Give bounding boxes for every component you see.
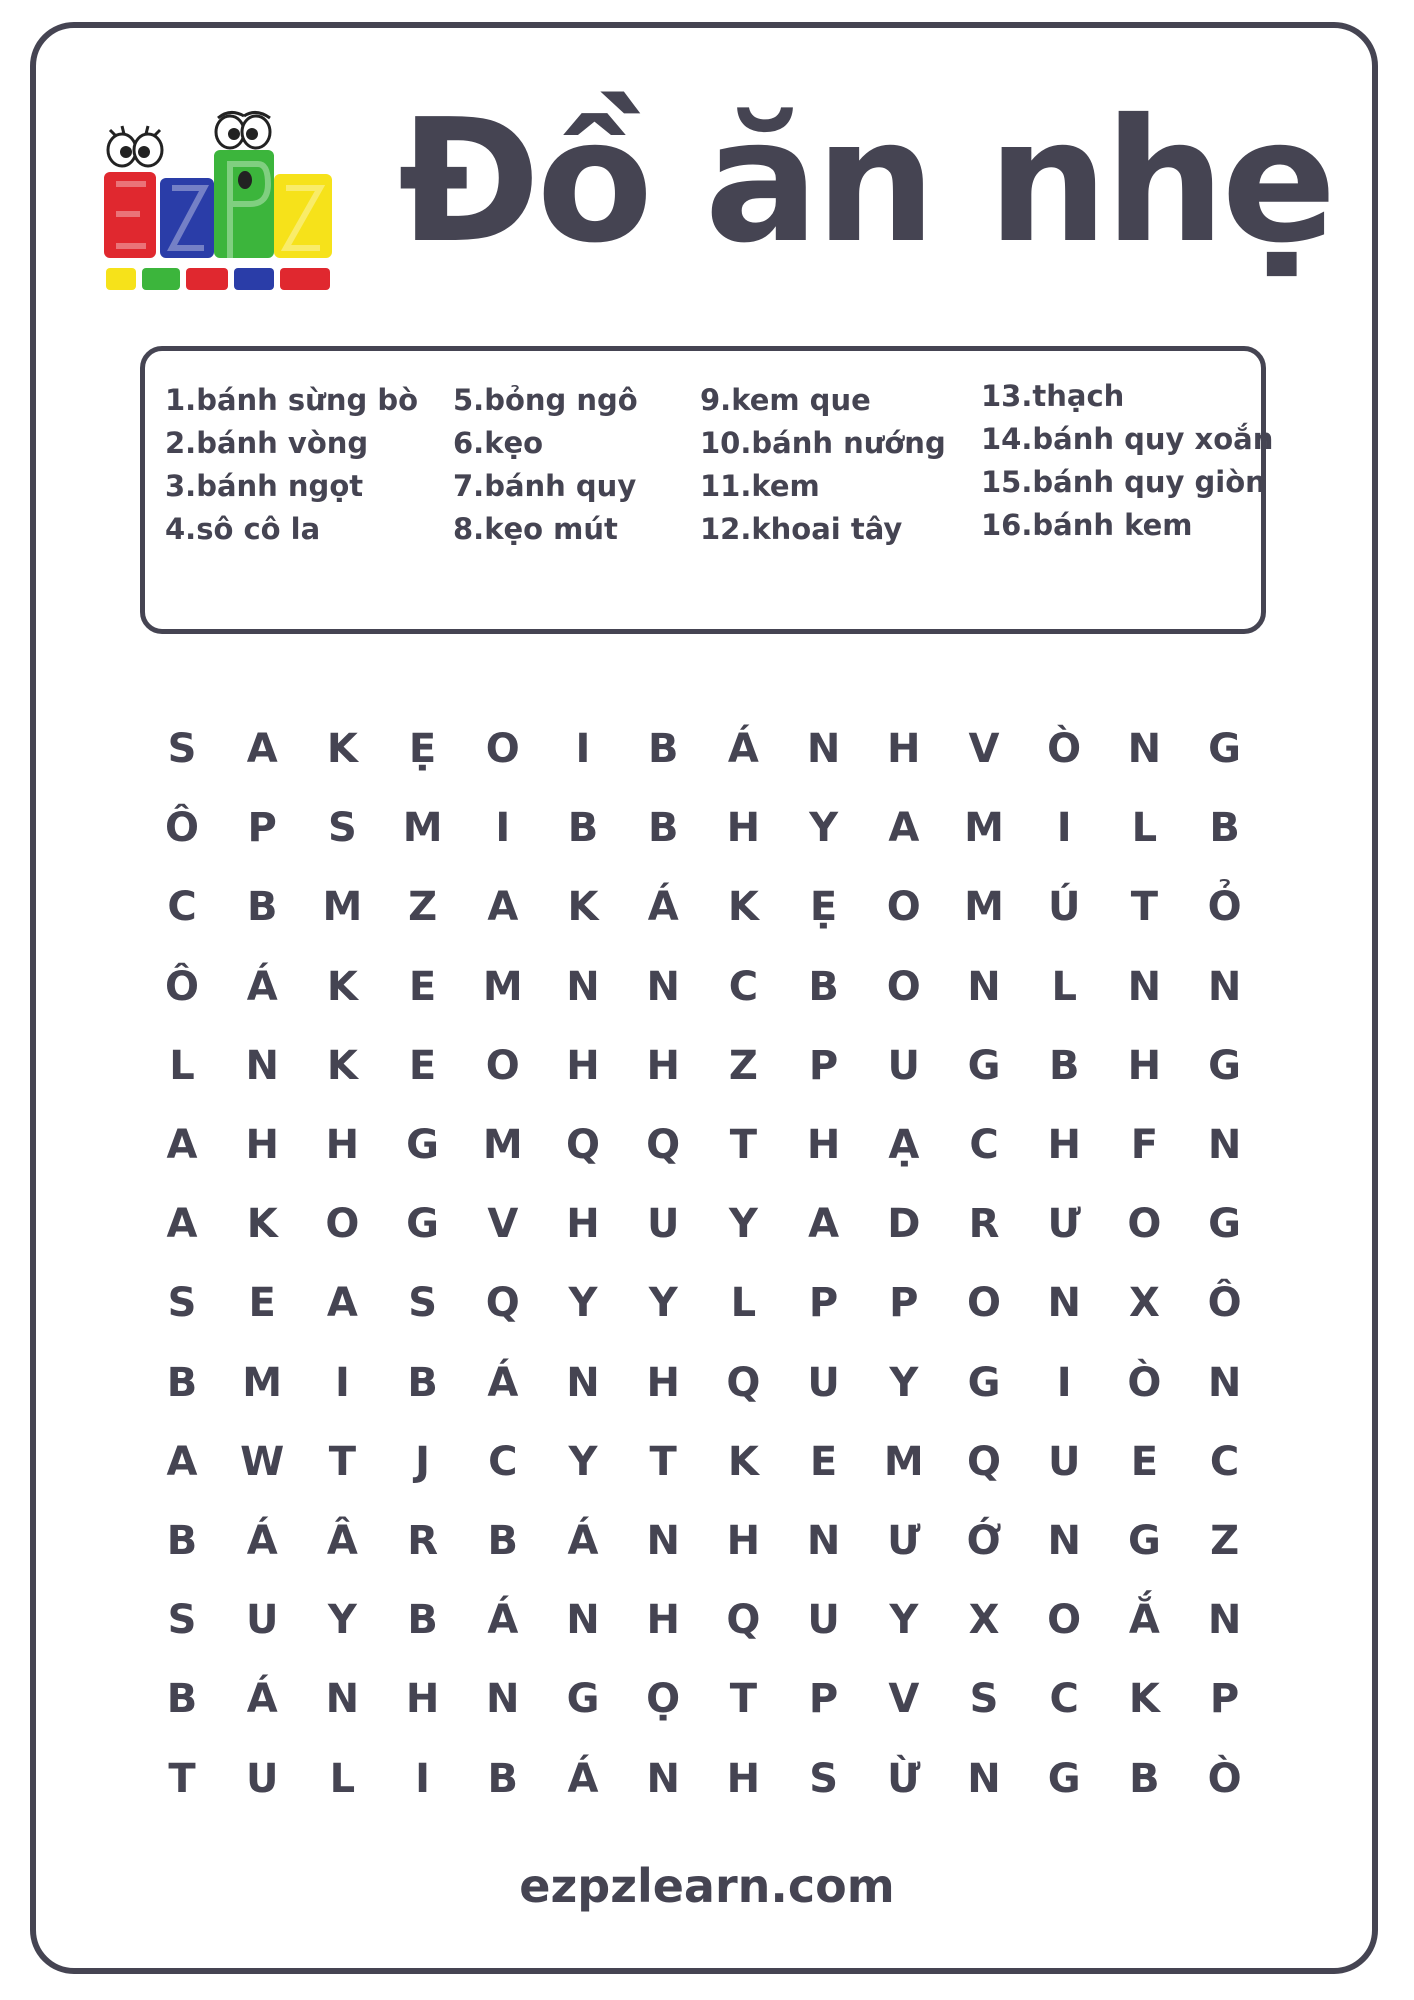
word-column-1 xyxy=(165,379,418,551)
grid-cell[interactable]: T xyxy=(1130,884,1159,931)
grid-cell[interactable]: A xyxy=(326,1280,358,1327)
word-column-4 xyxy=(981,375,1273,547)
grid-cell[interactable]: E xyxy=(809,1438,838,1485)
grid-cell[interactable]: O xyxy=(886,963,921,1010)
grid-cell[interactable]: K xyxy=(326,963,358,1010)
word-item: 5.bỏng ngô xyxy=(453,383,638,417)
grid-cell[interactable]: N xyxy=(245,1042,279,1089)
grid-cell[interactable]: N xyxy=(806,1518,841,1564)
grid-cell[interactable]: C xyxy=(1049,1676,1079,1723)
grid-cell[interactable]: Ớ xyxy=(966,1518,1002,1564)
word-column-3 xyxy=(700,379,946,551)
grid-cell[interactable]: R xyxy=(407,1518,438,1564)
grid-cell[interactable]: B xyxy=(407,1597,438,1644)
grid-cell[interactable]: H xyxy=(566,1042,600,1089)
grid-cell[interactable]: B xyxy=(166,1359,198,1406)
word-item: 16.bánh kem xyxy=(981,508,1193,542)
grid-cell[interactable]: X xyxy=(968,1597,1000,1644)
grid-cell[interactable]: Q xyxy=(565,1122,600,1168)
grid-cell[interactable]: N xyxy=(967,963,1001,1010)
grid-cell[interactable]: U xyxy=(807,1359,840,1406)
grid-cell[interactable]: N xyxy=(806,726,841,772)
grid-cell[interactable]: H xyxy=(646,1597,680,1644)
grid-cell[interactable]: B xyxy=(808,963,839,1010)
grid-cell[interactable]: S xyxy=(167,1280,197,1327)
grid-cell[interactable]: O xyxy=(1127,1201,1162,1248)
grid-cell[interactable]: B xyxy=(487,1755,519,1802)
grid-cell[interactable]: Q xyxy=(966,1438,1001,1485)
logo-learn-letters xyxy=(106,268,330,290)
grid-cell[interactable]: T xyxy=(168,1755,196,1802)
grid-cell[interactable]: Ú xyxy=(1047,884,1081,931)
word-item: 15.bánh quy giòn xyxy=(981,465,1266,499)
grid-cell[interactable]: N xyxy=(1127,726,1162,772)
grid-cell[interactable]: S xyxy=(167,1597,197,1644)
grid-cell[interactable]: V xyxy=(487,1201,519,1248)
grid-cell[interactable]: N xyxy=(566,963,600,1010)
grid-cell[interactable]: N xyxy=(1127,963,1162,1010)
grid-cell[interactable]: W xyxy=(240,1438,285,1485)
word-item: 14.bánh quy xoắn xyxy=(981,422,1274,456)
page-title: Đồ ăn nhẹ xyxy=(398,83,1333,281)
grid-cell[interactable]: C xyxy=(167,884,197,931)
grid-cell[interactable]: S xyxy=(809,1755,838,1802)
grid-cell[interactable]: T xyxy=(729,1122,758,1168)
grid-cell[interactable]: E xyxy=(408,963,437,1010)
grid-cell[interactable]: Y xyxy=(568,1438,598,1485)
grid-cell[interactable]: N xyxy=(1207,963,1242,1010)
grid-cell[interactable]: B xyxy=(407,1359,438,1406)
grid-cell[interactable]: Y xyxy=(889,1359,919,1406)
grid-cell[interactable]: G xyxy=(1127,1518,1161,1564)
word-item: 13.thạch xyxy=(981,379,1125,413)
grid-cell[interactable]: N xyxy=(1207,1597,1242,1644)
grid-cell[interactable]: N xyxy=(566,1359,600,1406)
grid-cell[interactable]: M xyxy=(242,1359,283,1406)
grid-cell[interactable]: Á xyxy=(487,1359,519,1406)
grid-cell[interactable]: N xyxy=(325,1676,360,1723)
grid-cell[interactable]: A xyxy=(166,1438,198,1485)
grid-cell[interactable]: Á xyxy=(567,1518,599,1564)
grid-cell[interactable]: Á xyxy=(647,884,679,931)
grid-cell[interactable]: H xyxy=(1047,1122,1081,1168)
grid-cell[interactable]: I xyxy=(1056,1359,1072,1406)
grid-cell[interactable]: B xyxy=(166,1676,198,1723)
grid-cell[interactable]: Z xyxy=(1210,1518,1240,1564)
grid-cell[interactable]: O xyxy=(1047,1597,1082,1644)
grid-cell[interactable]: N xyxy=(486,1676,520,1723)
grid-cell[interactable]: N xyxy=(566,1597,600,1644)
grid-cell[interactable]: A xyxy=(888,805,920,852)
grid-cell[interactable]: H xyxy=(245,1122,279,1168)
grid-cell[interactable]: G xyxy=(967,1359,1001,1406)
grid-cell[interactable]: Y xyxy=(889,1597,919,1644)
grid-cell[interactable]: Ò xyxy=(1207,1755,1242,1802)
word-list-box xyxy=(140,346,1274,634)
word-column-2 xyxy=(453,379,638,551)
grid-cell[interactable]: Á xyxy=(487,1597,519,1644)
word-item: 11.kem xyxy=(700,469,820,503)
grid-cell[interactable]: L xyxy=(1131,805,1158,852)
grid-cell[interactable]: E xyxy=(408,1042,437,1089)
grid-cell[interactable]: H xyxy=(646,1042,680,1089)
grid-cell[interactable]: G xyxy=(406,1201,440,1248)
grid-cell[interactable]: Ẹ xyxy=(408,726,437,772)
grid-cell[interactable]: N xyxy=(646,1755,680,1802)
grid-cell[interactable]: A xyxy=(487,884,519,931)
grid-cell[interactable]: P xyxy=(1209,1676,1240,1723)
grid-cell[interactable]: I xyxy=(334,1359,350,1406)
grid-cell[interactable]: K xyxy=(727,884,759,931)
grid-cell[interactable]: N xyxy=(646,963,680,1010)
grid-cell[interactable]: J xyxy=(415,1438,431,1485)
grid-cell[interactable]: Ừ xyxy=(887,1755,921,1802)
word-item: 7.bánh quy xyxy=(453,469,637,503)
grid-cell[interactable]: B xyxy=(1048,1042,1080,1089)
grid-cell[interactable]: M xyxy=(322,884,363,931)
grid-cell[interactable]: Y xyxy=(568,1280,598,1327)
grid-cell[interactable]: P xyxy=(247,805,277,852)
grid-cell[interactable]: L xyxy=(169,1042,195,1089)
grid-cell[interactable]: K xyxy=(326,726,358,772)
page-frame xyxy=(30,22,1378,1974)
grid-cell[interactable]: A xyxy=(166,1122,198,1168)
word-item: 8.kẹo mút xyxy=(453,512,618,546)
grid-cell[interactable]: U xyxy=(887,1042,921,1089)
grid-cell[interactable]: C xyxy=(1209,1438,1240,1485)
grid-cell[interactable]: Y xyxy=(728,1201,758,1248)
grid-cell[interactable]: O xyxy=(966,1280,1001,1327)
grid-cell[interactable]: A xyxy=(166,1201,198,1248)
grid-cell[interactable]: K xyxy=(1128,1676,1160,1723)
grid-cell[interactable]: S xyxy=(969,1676,999,1723)
grid-cell[interactable]: B xyxy=(567,805,599,852)
grid-cell[interactable]: L xyxy=(1051,963,1077,1010)
grid-cell[interactable]: N xyxy=(1207,1359,1242,1406)
grid-cell[interactable]: V xyxy=(968,726,1000,772)
grid-cell[interactable]: Ò xyxy=(1127,1359,1162,1406)
grid-cell[interactable]: B xyxy=(487,1518,519,1564)
grid-cell[interactable]: K xyxy=(246,1201,278,1248)
grid-cell[interactable]: H xyxy=(325,1122,360,1168)
grid-cell[interactable]: I xyxy=(415,1755,431,1802)
grid-cell[interactable]: O xyxy=(485,1042,520,1089)
word-item: 6.kẹo xyxy=(453,426,544,460)
grid-cell[interactable]: F xyxy=(1130,1122,1159,1168)
grid-cell[interactable]: H xyxy=(1127,1042,1162,1089)
grid-cell[interactable]: C xyxy=(728,963,759,1010)
grid-cell[interactable]: H xyxy=(405,1676,440,1723)
grid-cell[interactable]: N xyxy=(646,1518,680,1564)
grid-cell[interactable]: O xyxy=(325,1201,360,1248)
grid-cell[interactable]: P xyxy=(808,1280,839,1327)
grid-cell[interactable]: B xyxy=(246,884,278,931)
grid-cell[interactable]: U xyxy=(245,1597,279,1644)
grid-cell[interactable]: L xyxy=(730,1280,757,1327)
grid-cell[interactable]: U xyxy=(646,1201,680,1248)
logo-eyes-left xyxy=(108,126,162,166)
grid-cell[interactable]: K xyxy=(326,1042,358,1089)
grid-cell[interactable]: Q xyxy=(646,1122,681,1168)
grid-cell[interactable]: G xyxy=(1208,1201,1242,1248)
grid-cell[interactable]: B xyxy=(647,805,679,852)
grid-cell[interactable]: M xyxy=(482,963,523,1010)
word-item: 2.bánh vòng xyxy=(165,426,369,460)
logo-eyes-right xyxy=(216,112,270,148)
grid-cell[interactable]: P xyxy=(808,1042,839,1089)
grid-cell[interactable]: M xyxy=(964,805,1004,852)
grid-cell[interactable]: B xyxy=(166,1518,198,1564)
grid-cell[interactable]: Ẹ xyxy=(809,884,838,931)
word-item: 4.sô cô la xyxy=(165,512,321,546)
grid-cell[interactable]: P xyxy=(889,1280,919,1327)
grid-cell[interactable]: G xyxy=(967,1042,1001,1089)
logo-letters xyxy=(104,150,332,258)
grid-cell[interactable]: T xyxy=(328,1438,357,1485)
grid-cell[interactable]: H xyxy=(806,1122,841,1168)
grid-cell[interactable]: Y xyxy=(327,1597,357,1644)
grid-cell[interactable]: Q xyxy=(485,1280,520,1327)
grid-cell[interactable]: Q xyxy=(726,1597,761,1644)
grid-cell[interactable]: Z xyxy=(728,1042,758,1089)
grid-cell[interactable]: K xyxy=(727,1438,759,1485)
grid-cell[interactable]: C xyxy=(488,1438,518,1485)
grid-cell[interactable]: S xyxy=(167,726,197,772)
word-item: 12.khoai tây xyxy=(700,512,903,546)
word-item: 9.kem que xyxy=(700,383,871,417)
grid-cell[interactable]: Á xyxy=(727,726,759,772)
grid-cell[interactable]: H xyxy=(566,1201,600,1248)
grid-cell[interactable]: S xyxy=(408,1280,437,1327)
grid-cell[interactable]: Ọ xyxy=(646,1676,681,1723)
grid-cell[interactable]: M xyxy=(402,805,443,852)
grid-cell[interactable]: H xyxy=(646,1359,680,1406)
grid-cell[interactable]: Z xyxy=(408,884,438,931)
word-item: 3.bánh ngọt xyxy=(165,469,364,503)
grid-cell[interactable]: T xyxy=(649,1438,677,1485)
grid-cell[interactable]: D xyxy=(887,1201,921,1248)
grid-cell[interactable]: I xyxy=(1056,805,1072,852)
grid-cell[interactable]: A xyxy=(808,1201,840,1248)
grid-cell[interactable]: Á xyxy=(246,1518,278,1564)
grid-cell[interactable]: Â xyxy=(326,1518,358,1564)
grid-cell[interactable]: P xyxy=(808,1676,839,1723)
grid-cell[interactable]: Á xyxy=(246,963,278,1010)
grid-cell[interactable]: U xyxy=(245,1755,279,1802)
grid-cell[interactable]: H xyxy=(726,1518,761,1564)
grid-cell[interactable]: E xyxy=(1130,1438,1159,1485)
grid-cell[interactable]: I xyxy=(495,805,511,852)
grid-cell[interactable]: Y xyxy=(809,805,839,852)
grid-cell[interactable]: U xyxy=(1047,1438,1081,1485)
grid-cell[interactable]: E xyxy=(248,1280,276,1327)
grid-cell[interactable]: B xyxy=(1129,1755,1160,1802)
grid-cell[interactable]: N xyxy=(967,1755,1001,1802)
grid-cell[interactable]: G xyxy=(566,1676,600,1723)
grid-cell[interactable]: Á xyxy=(567,1755,599,1802)
grid-cell[interactable]: X xyxy=(1128,1280,1160,1327)
grid-cell[interactable]: N xyxy=(1207,1122,1242,1168)
grid-cell[interactable]: R xyxy=(968,1201,1000,1248)
grid-cell[interactable]: L xyxy=(329,1755,356,1802)
grid-cell[interactable]: H xyxy=(887,726,921,772)
grid-cell[interactable]: Á xyxy=(246,1676,278,1723)
grid-cell[interactable]: G xyxy=(406,1122,440,1168)
grid-cell[interactable]: Ô xyxy=(164,805,199,852)
grid-cell[interactable]: M xyxy=(883,1438,924,1485)
grid-cell[interactable]: Ò xyxy=(1047,726,1082,772)
footer-url: ezpzlearn.com xyxy=(519,1859,895,1913)
grid-cell[interactable]: S xyxy=(327,805,357,852)
grid-cell[interactable]: Ạ xyxy=(888,1122,920,1168)
ezpz-learn-logo xyxy=(100,108,360,298)
grid-cell[interactable]: M xyxy=(482,1122,523,1168)
grid-cell[interactable]: Ư xyxy=(1047,1201,1081,1248)
grid-cell[interactable]: C xyxy=(969,1122,999,1168)
grid-cell[interactable]: Ắ xyxy=(1128,1597,1160,1644)
grid-cell[interactable]: G xyxy=(1208,1042,1242,1089)
grid-cell[interactable]: O xyxy=(886,884,921,931)
grid-cell[interactable]: U xyxy=(807,1597,840,1644)
grid-cell[interactable]: K xyxy=(567,884,599,931)
grid-cell[interactable]: A xyxy=(246,726,278,772)
grid-cell[interactable]: H xyxy=(726,1755,761,1802)
grid-cell[interactable]: G xyxy=(1208,726,1242,772)
grid-cell[interactable]: Ỏ xyxy=(1207,884,1242,931)
grid-cell[interactable]: O xyxy=(485,726,520,772)
grid-cell[interactable]: Ô xyxy=(1207,1280,1242,1327)
word-item: 10.bánh nướng xyxy=(700,426,946,460)
grid-cell[interactable]: T xyxy=(729,1676,758,1723)
grid-cell[interactable]: Q xyxy=(726,1359,761,1406)
grid-cell[interactable]: B xyxy=(1209,805,1240,852)
grid-cell[interactable]: N xyxy=(1047,1280,1081,1327)
word-item: 1.bánh sừng bò xyxy=(165,383,418,417)
grid-cell[interactable]: Y xyxy=(648,1280,678,1327)
grid-cell[interactable]: Ư xyxy=(887,1518,921,1564)
grid-cell[interactable]: B xyxy=(647,726,679,772)
grid-cell[interactable]: H xyxy=(726,805,761,852)
grid-cell[interactable]: G xyxy=(1047,1755,1081,1802)
grid-cell[interactable]: Ô xyxy=(164,963,199,1010)
grid-cell[interactable]: N xyxy=(1047,1518,1081,1564)
grid-cell[interactable]: M xyxy=(964,884,1004,931)
grid-cell[interactable]: V xyxy=(888,1676,920,1723)
grid-cell[interactable]: I xyxy=(575,726,591,772)
